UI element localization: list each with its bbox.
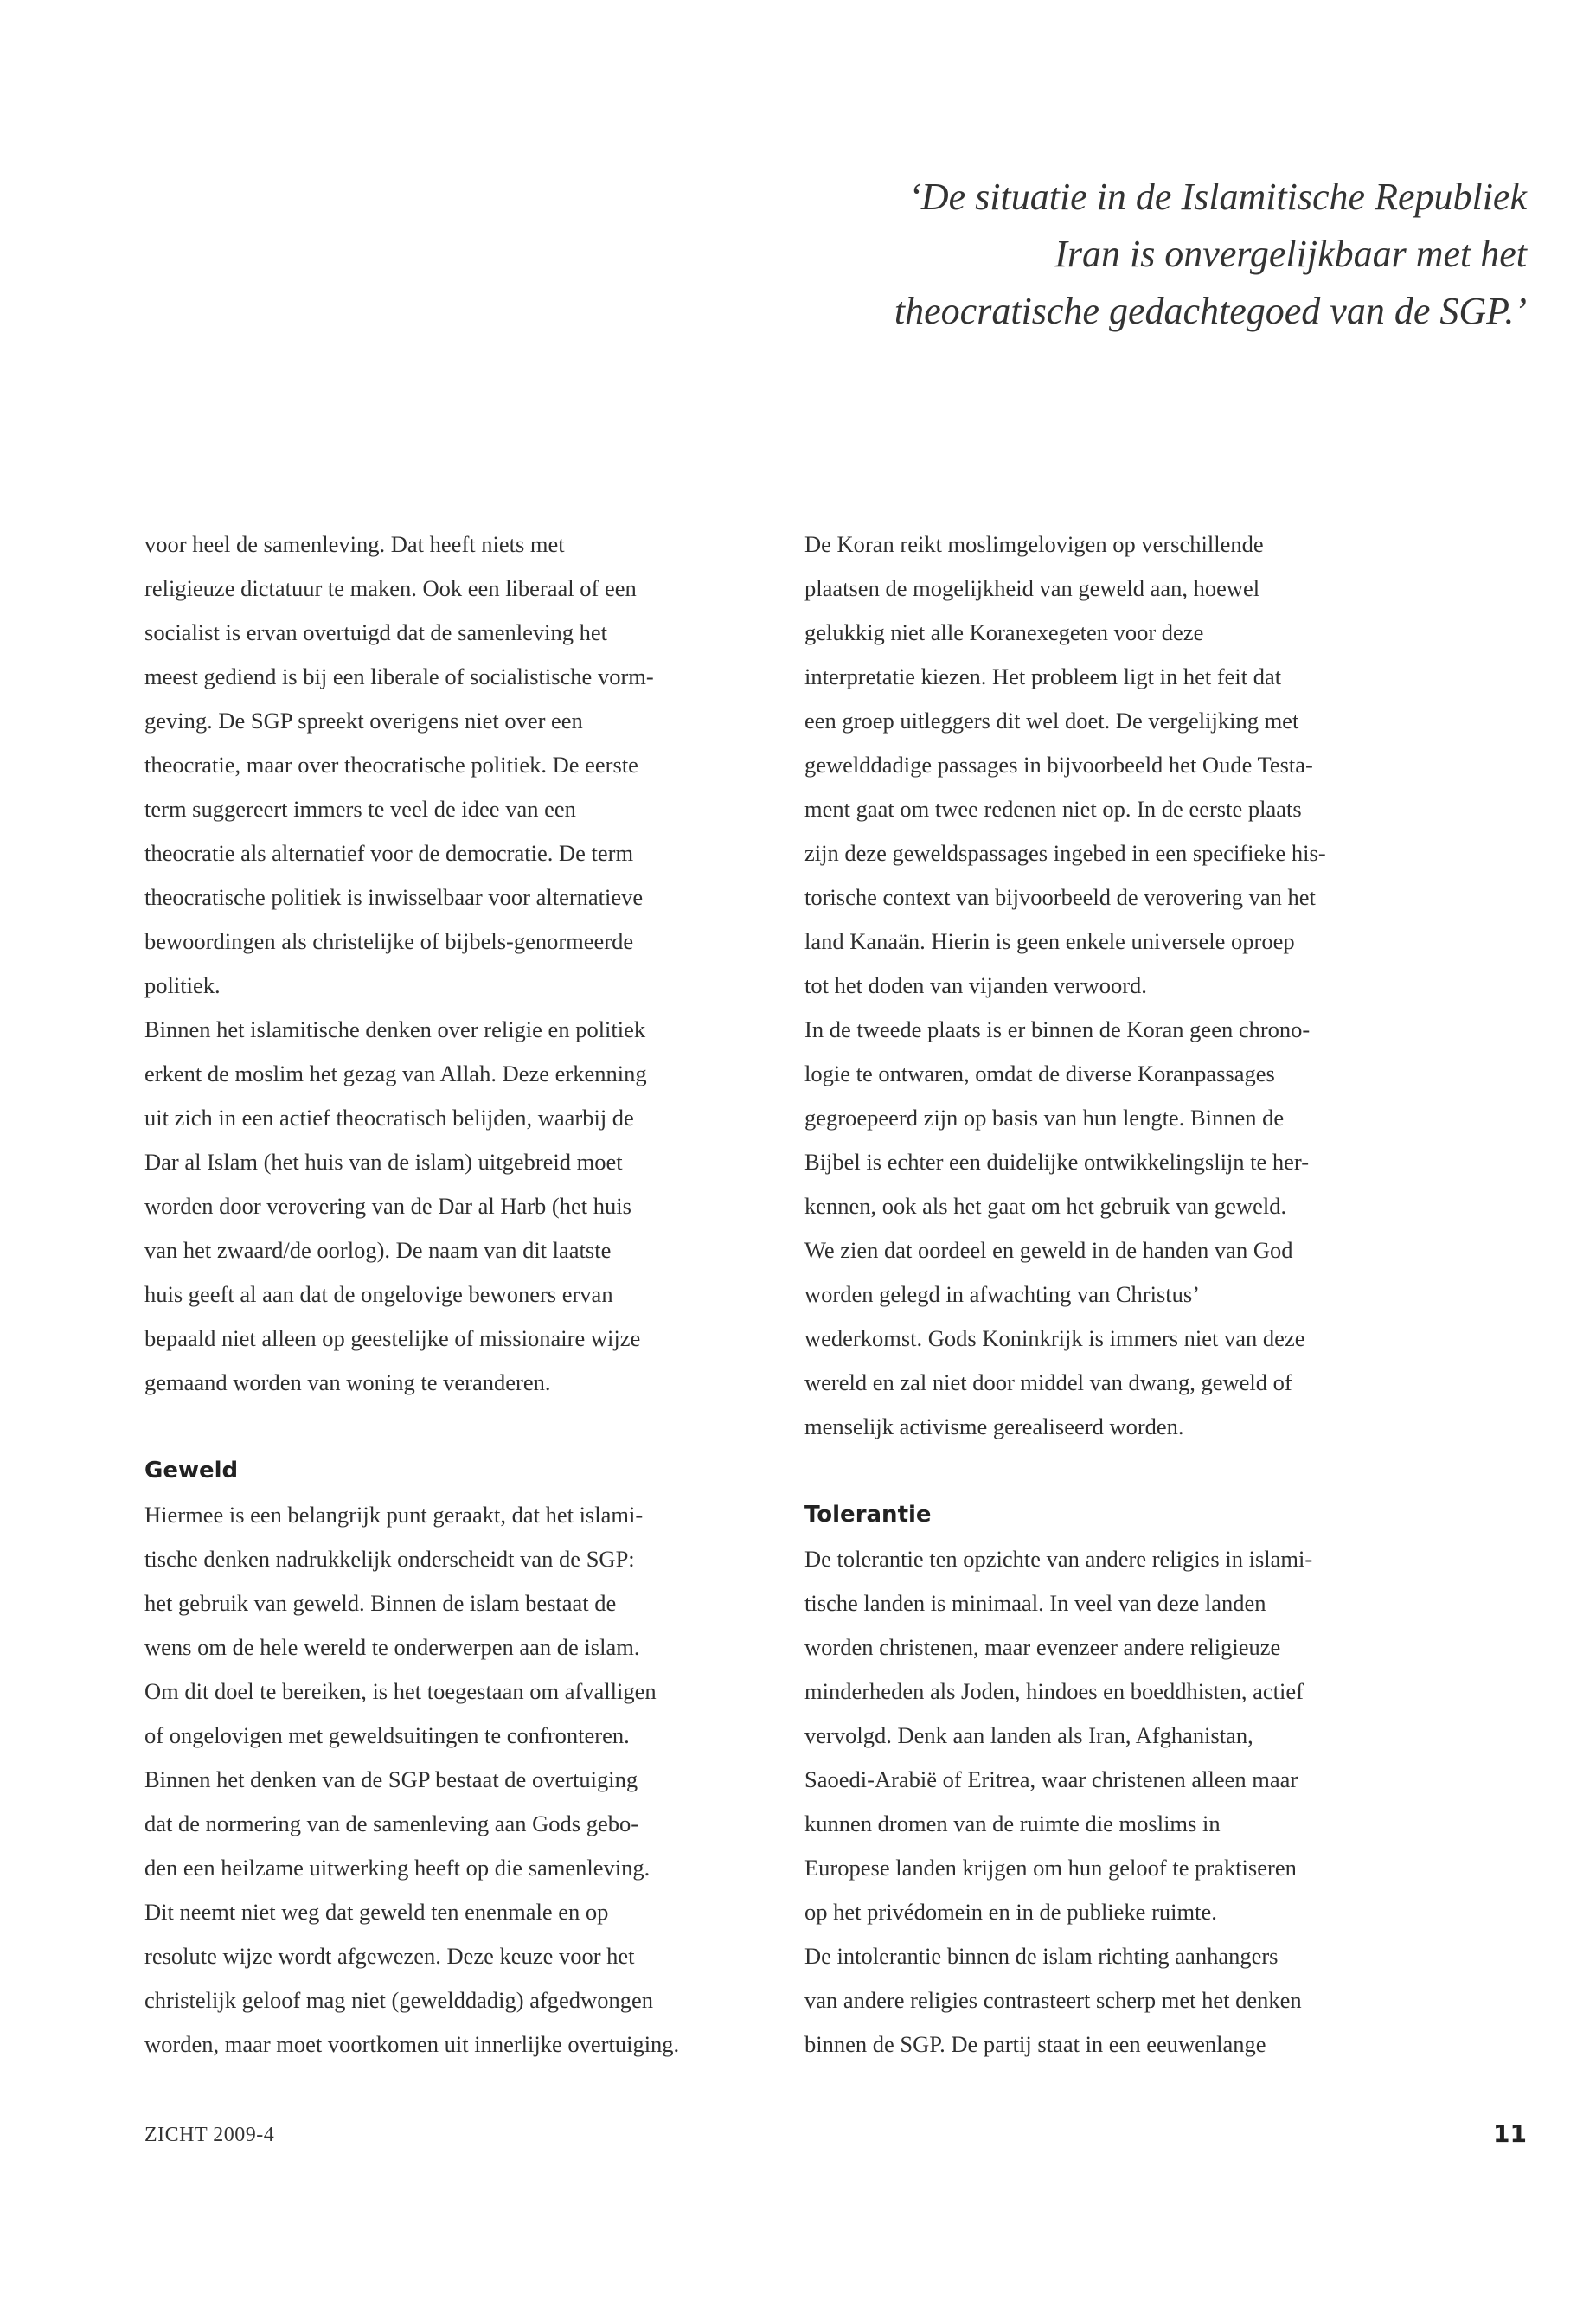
text-line: gegroepeerd zijn op basis van hun lengte. Binnen de	[804, 1105, 1285, 1131]
section-spacer	[804, 1449, 1462, 1493]
right-column	[804, 522, 1462, 2067]
text-line: geving. De SGP spreekt overigens niet over een	[144, 708, 583, 734]
text-line: voor heel de samenleving. Dat heeft niets met	[144, 531, 565, 557]
text-line: term suggereert immers te veel de idee van een	[144, 796, 576, 822]
text-line: uit zich in een actief theocratisch belijden, waarbij de	[144, 1105, 634, 1131]
left-column	[144, 522, 802, 2067]
text-line: Saoedi-Arabië of Eritrea, waar christenen alleen maar	[804, 1766, 1298, 1792]
section-heading-geweld: Geweld	[144, 1458, 239, 1484]
text-line: menselijk activisme gerealiseerd worden.	[804, 1413, 1184, 1439]
paragraph	[804, 1537, 1462, 1934]
text-line: kunnen dromen van de ruimte die moslims in	[804, 1811, 1221, 1836]
text-line: dat de normering van de samenleving aan Gods gebo-	[144, 1811, 639, 1836]
text-line: zijn deze geweldspassages ingebed in een specifieke his-	[804, 840, 1326, 866]
text-line: theocratie, maar over theocratische politiek. De eerste	[144, 752, 638, 778]
text-line: interpretatie kiezen. Het probleem ligt in het feit dat	[804, 663, 1282, 689]
text-line: Dar al Islam (het huis van de islam) uitgebreid moet	[144, 1149, 623, 1175]
text-line: Hiermee is een belangrijk punt geraakt, dat het islami-	[144, 1502, 644, 1528]
text-line: gelukkig niet alle Koranexegeten voor deze	[804, 619, 1204, 645]
paragraph	[804, 1008, 1462, 1449]
text-line: wereld en zal niet door middel van dwang, geweld of	[804, 1369, 1292, 1395]
text-line: De intolerantie binnen de islam richting aanhangers	[804, 1943, 1279, 1969]
text-line: Om dit doel te bereiken, is het toegestaan om afvalligen	[144, 1678, 657, 1704]
page-number: 11	[1493, 2119, 1527, 2148]
text-line: Dit neemt niet weg dat geweld ten enenmale en op	[144, 1899, 609, 1925]
text-line: bewoordingen als christelijke of bijbels-genormeerde	[144, 928, 634, 954]
text-line: een groep uitleggers dit wel doet. De vergelijking met	[804, 708, 1299, 734]
text-line: Bijbel is echter een duidelijke ontwikkelingslijn te her-	[804, 1149, 1310, 1175]
text-line: worden christenen, maar evenzeer andere religieuze	[804, 1634, 1281, 1660]
text-line: resolute wijze wordt afgewezen. Deze keuze voor het	[144, 1943, 635, 1969]
text-line: van het zwaard/de oorlog). De naam van dit laatste	[144, 1237, 612, 1263]
text-line: De tolerantie ten opzichte van andere religies in islami-	[804, 1546, 1313, 1572]
paragraph	[804, 1934, 1462, 2067]
text-line: van andere religies contrasteert scherp met het denken	[804, 1987, 1302, 2013]
text-line: kennen, ook als het gaat om het gebruik van geweld.	[804, 1193, 1287, 1219]
text-line: socialist is ervan overtuigd dat de samenleving het	[144, 619, 608, 645]
text-line: De Koran reikt moslimgelovigen op verschillende	[804, 531, 1264, 557]
text-line: logie te ontwaren, omdat de diverse Koranpassages	[804, 1061, 1275, 1086]
text-line: politiek.	[144, 972, 221, 998]
paragraph	[144, 1008, 802, 1405]
text-line: ment gaat om twee redenen niet op. In de eerste plaats	[804, 796, 1302, 822]
text-line: theocratie als alternatief voor de democratie. De term	[144, 840, 634, 866]
text-line: minderheden als Joden, hindoes en boeddhisten, actief	[804, 1678, 1304, 1704]
text-line: wederkomst. Gods Koninkrijk is immers niet van deze	[804, 1325, 1305, 1351]
paragraph	[144, 1493, 802, 2067]
text-line: gemaand worden van woning te veranderen.	[144, 1369, 551, 1395]
text-line: binnen de SGP. De partij staat in een eeuwenlange	[804, 2031, 1266, 2057]
paragraph	[804, 522, 1462, 1008]
text-line: meest gediend is bij een liberale of socialistische vorm-	[144, 663, 654, 689]
text-line: worden, maar moet voortkomen uit innerlijke overtuiging.	[144, 2031, 680, 2057]
pull-quote-line: ‘De situatie in de Islamitische Republiek	[908, 176, 1527, 218]
text-line: huis geeft al aan dat de ongelovige bewoners ervan	[144, 1281, 613, 1307]
text-line: vervolgd. Denk aan landen als Iran, Afghanistan,	[804, 1722, 1253, 1748]
text-line: op het privédomein en in de publieke ruimte.	[804, 1899, 1217, 1925]
text-line: plaatsen de mogelijkheid van geweld aan, hoewel	[804, 575, 1260, 601]
paragraph	[144, 522, 802, 1008]
text-line: theocratische politiek is inwisselbaar voor alternatieve	[144, 884, 644, 910]
text-line: tische landen is minimaal. In veel van deze landen	[804, 1590, 1266, 1616]
text-line: We zien dat oordeel en geweld in de handen van God	[804, 1237, 1293, 1263]
text-line: In de tweede plaats is er binnen de Koran geen chrono-	[804, 1016, 1311, 1042]
text-line: tische denken nadrukkelijk onderscheidt van de SGP:	[144, 1546, 635, 1572]
text-line: worden door verovering van de Dar al Harb (het huis	[144, 1193, 631, 1219]
section-spacer	[144, 1405, 802, 1449]
text-line: christelijk geloof mag niet (gewelddadig) afgedwongen	[144, 1987, 653, 2013]
pull-quote	[761, 169, 1527, 340]
text-line: worden gelegd in afwachting van Christus’	[804, 1281, 1201, 1307]
pull-quote-line: theocratische gedachtegoed van de SGP.’	[894, 290, 1527, 332]
text-line: den een heilzame uitwerking heeft op die samenleving.	[144, 1855, 651, 1881]
text-line: torische context van bijvoorbeeld de verovering van het	[804, 884, 1316, 910]
text-line: of ongelovigen met geweldsuitingen te confronteren.	[144, 1722, 630, 1748]
text-line: erkent de moslim het gezag van Allah. Deze erkenning	[144, 1061, 647, 1086]
text-line: gewelddadige passages in bijvoorbeeld het Oude Testa-	[804, 752, 1313, 778]
text-line: Binnen het denken van de SGP bestaat de overtuiging	[144, 1766, 638, 1792]
text-line: het gebruik van geweld. Binnen de islam bestaat de	[144, 1590, 617, 1616]
text-line: Binnen het islamitische denken over religie en politiek	[144, 1016, 646, 1042]
text-line: Europese landen krijgen om hun geloof te praktiseren	[804, 1855, 1297, 1881]
pull-quote-line: Iran is onvergelijkbaar met het	[1054, 233, 1527, 275]
text-line: tot het doden van vijanden verwoord.	[804, 972, 1147, 998]
text-line: bepaald niet alleen op geestelijke of missionaire wijze	[144, 1325, 641, 1351]
section-heading-tolerantie: Tolerantie	[804, 1502, 932, 1528]
text-line: religieuze dictatuur te maken. Ook een liberaal of een	[144, 575, 637, 601]
publication-footer: ZICHT 2009-4	[144, 2124, 275, 2146]
text-line: wens om de hele wereld te onderwerpen aan de islam.	[144, 1634, 640, 1660]
text-line: land Kanaän. Hierin is geen enkele universele oproep	[804, 928, 1295, 954]
